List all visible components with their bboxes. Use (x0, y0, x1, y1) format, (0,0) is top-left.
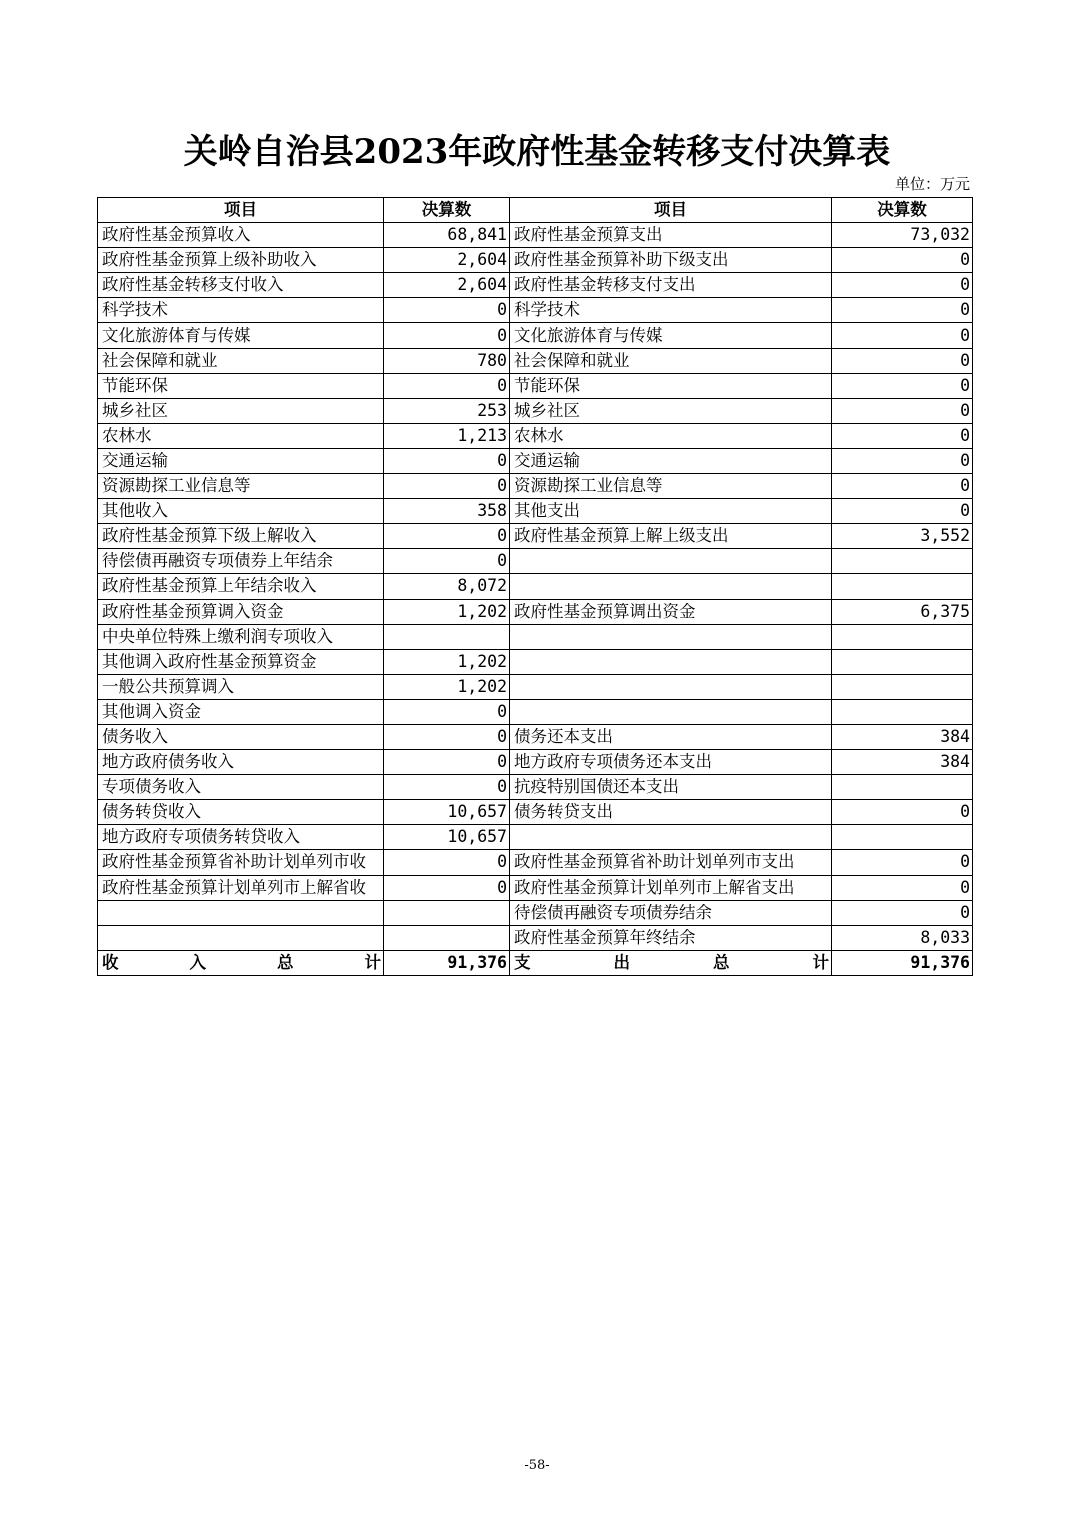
table-row (98, 875, 973, 900)
income-amount: 780 (384, 348, 510, 373)
income-item: 专项债务收入 (98, 775, 384, 800)
expense-item: 政府性基金预算年终结余 (510, 925, 832, 950)
income-amount: 0 (384, 724, 510, 749)
expense-item: 资源勘探工业信息等 (510, 474, 832, 499)
expense-amount (832, 549, 973, 574)
expense-item: 科学技术 (510, 298, 832, 323)
income-item: 政府性基金预算上年结余收入 (98, 574, 384, 599)
expense-amount: 0 (832, 800, 973, 825)
expense-amount: 0 (832, 323, 973, 348)
income-item: 债务转贷收入 (98, 800, 384, 825)
table-row (98, 825, 973, 850)
expense-item: 交通运输 (510, 448, 832, 473)
expense-item (510, 649, 832, 674)
table-row (98, 900, 973, 925)
income-amount: 0 (384, 298, 510, 323)
expense-item: 政府性基金预算省补助计划单列市支出 (510, 850, 832, 875)
expense-amount: 0 (832, 248, 973, 273)
income-amount: 1,213 (384, 423, 510, 448)
expense-item (510, 825, 832, 850)
table-row (98, 649, 973, 674)
income-item: 交通运输 (98, 448, 384, 473)
page-title: 关岭自治县2023年政府性基金转移支付决算表 (183, 132, 891, 172)
income-item: 其他收入 (98, 499, 384, 524)
income-amount (384, 624, 510, 649)
income-item: 政府性基金预算调入资金 (98, 599, 384, 624)
expense-amount (832, 674, 973, 699)
income-item (98, 925, 384, 950)
income-amount: 0 (384, 775, 510, 800)
income-amount (384, 900, 510, 925)
income-amount: 0 (384, 875, 510, 900)
income-amount: 253 (384, 398, 510, 423)
income-item: 政府性基金预算上级补助收入 (98, 248, 384, 273)
expense-total-label: 支出总计 (510, 950, 832, 975)
table-row (98, 800, 973, 825)
header-expense-item: 项目 (510, 198, 832, 223)
unit-label: 单位：万元 (894, 175, 970, 193)
expense-item: 政府性基金转移支付支出 (510, 273, 832, 298)
header-income-item: 项目 (98, 198, 384, 223)
income-amount: 2,604 (384, 273, 510, 298)
expense-item (510, 549, 832, 574)
income-amount: 10,657 (384, 800, 510, 825)
expense-item: 抗疫特别国债还本支出 (510, 775, 832, 800)
table-row (98, 925, 973, 950)
income-amount: 0 (384, 373, 510, 398)
expense-item: 待偿债再融资专项债券结余 (510, 900, 832, 925)
expense-item (510, 699, 832, 724)
expense-item: 政府性基金预算上解上级支出 (510, 524, 832, 549)
expense-amount (832, 649, 973, 674)
income-item: 其他调入政府性基金预算资金 (98, 649, 384, 674)
income-amount (384, 925, 510, 950)
income-amount: 358 (384, 499, 510, 524)
header-income-amount: 决算数 (384, 198, 510, 223)
income-amount: 0 (384, 323, 510, 348)
expense-amount: 6,375 (832, 599, 973, 624)
income-item: 社会保障和就业 (98, 348, 384, 373)
income-item (98, 900, 384, 925)
income-amount: 0 (384, 524, 510, 549)
income-item: 一般公共预算调入 (98, 674, 384, 699)
income-item: 地方政府专项债务转贷收入 (98, 825, 384, 850)
income-item: 科学技术 (98, 298, 384, 323)
income-item: 政府性基金预算省补助计划单列市收 (98, 850, 384, 875)
income-amount: 68,841 (384, 223, 510, 248)
table-row (98, 850, 973, 875)
expense-amount (832, 624, 973, 649)
table-row (98, 549, 973, 574)
table-row (98, 398, 973, 423)
table-row (98, 223, 973, 248)
table-row (98, 775, 973, 800)
income-amount: 10,657 (384, 825, 510, 850)
totals-row (98, 950, 973, 975)
expense-amount (832, 775, 973, 800)
expense-item: 节能环保 (510, 373, 832, 398)
expense-amount: 0 (832, 373, 973, 398)
table-row (98, 499, 973, 524)
expense-amount: 0 (832, 348, 973, 373)
expense-amount: 0 (832, 900, 973, 925)
transfer-payment-table (97, 197, 973, 976)
table-row (98, 524, 973, 549)
table-row (98, 248, 973, 273)
expense-amount: 0 (832, 273, 973, 298)
expense-amount: 0 (832, 875, 973, 900)
expense-item: 政府性基金预算调出资金 (510, 599, 832, 624)
expense-item: 文化旅游体育与传媒 (510, 323, 832, 348)
income-amount: 0 (384, 699, 510, 724)
expense-amount: 0 (832, 850, 973, 875)
income-item: 农林水 (98, 423, 384, 448)
income-amount: 0 (384, 850, 510, 875)
expense-amount: 0 (832, 298, 973, 323)
expense-amount: 3,552 (832, 524, 973, 549)
table-row (98, 674, 973, 699)
expense-item: 政府性基金预算支出 (510, 223, 832, 248)
income-amount: 8,072 (384, 574, 510, 599)
expense-amount: 0 (832, 398, 973, 423)
income-amount: 0 (384, 474, 510, 499)
income-item: 债务收入 (98, 724, 384, 749)
expense-amount: 384 (832, 724, 973, 749)
income-item: 资源勘探工业信息等 (98, 474, 384, 499)
table-row (98, 574, 973, 599)
table-row (98, 273, 973, 298)
expense-amount: 0 (832, 448, 973, 473)
expense-item: 其他支出 (510, 499, 832, 524)
expense-item (510, 574, 832, 599)
income-item: 文化旅游体育与传媒 (98, 323, 384, 348)
header-expense-amount: 决算数 (832, 198, 973, 223)
expense-total-amount: 91,376 (832, 950, 973, 975)
expense-item: 政府性基金预算补助下级支出 (510, 248, 832, 273)
income-item: 中央单位特殊上缴利润专项收入 (98, 624, 384, 649)
expense-amount: 0 (832, 474, 973, 499)
expense-amount: 384 (832, 750, 973, 775)
income-total-label: 收入总计 (98, 950, 384, 975)
income-item: 政府性基金转移支付收入 (98, 273, 384, 298)
expense-amount: 0 (832, 423, 973, 448)
table-row (98, 699, 973, 724)
table-header-row (98, 198, 973, 223)
expense-amount (832, 825, 973, 850)
income-amount: 2,604 (384, 248, 510, 273)
expense-item (510, 674, 832, 699)
expense-item: 债务转贷支出 (510, 800, 832, 825)
income-total-amount: 91,376 (384, 950, 510, 975)
expense-amount: 0 (832, 499, 973, 524)
expense-item (510, 624, 832, 649)
income-item: 地方政府债务收入 (98, 750, 384, 775)
table-row (98, 373, 973, 398)
page-number: -58- (524, 1458, 550, 1473)
income-amount: 1,202 (384, 599, 510, 624)
expense-item: 城乡社区 (510, 398, 832, 423)
table-row (98, 423, 973, 448)
table-row (98, 323, 973, 348)
expense-amount (832, 699, 973, 724)
expense-item: 债务还本支出 (510, 724, 832, 749)
income-item: 节能环保 (98, 373, 384, 398)
table-row (98, 624, 973, 649)
income-amount: 0 (384, 549, 510, 574)
income-amount: 0 (384, 750, 510, 775)
income-item: 政府性基金预算下级上解收入 (98, 524, 384, 549)
expense-amount (832, 574, 973, 599)
table-row (98, 348, 973, 373)
table-row (98, 599, 973, 624)
table-row (98, 474, 973, 499)
income-item: 政府性基金预算计划单列市上解省收 (98, 875, 384, 900)
expense-item: 地方政府专项债务还本支出 (510, 750, 832, 775)
income-item: 其他调入资金 (98, 699, 384, 724)
table-row (98, 750, 973, 775)
expense-amount: 73,032 (832, 223, 973, 248)
income-amount: 1,202 (384, 649, 510, 674)
income-item: 待偿债再融资专项债券上年结余 (98, 549, 384, 574)
income-item: 政府性基金预算收入 (98, 223, 384, 248)
expense-item: 政府性基金预算计划单列市上解省支出 (510, 875, 832, 900)
income-amount: 1,202 (384, 674, 510, 699)
income-amount: 0 (384, 448, 510, 473)
table-row (98, 298, 973, 323)
expense-item: 社会保障和就业 (510, 348, 832, 373)
income-item: 城乡社区 (98, 398, 384, 423)
expense-amount: 8,033 (832, 925, 973, 950)
table-row (98, 448, 973, 473)
table-row (98, 724, 973, 749)
expense-item: 农林水 (510, 423, 832, 448)
